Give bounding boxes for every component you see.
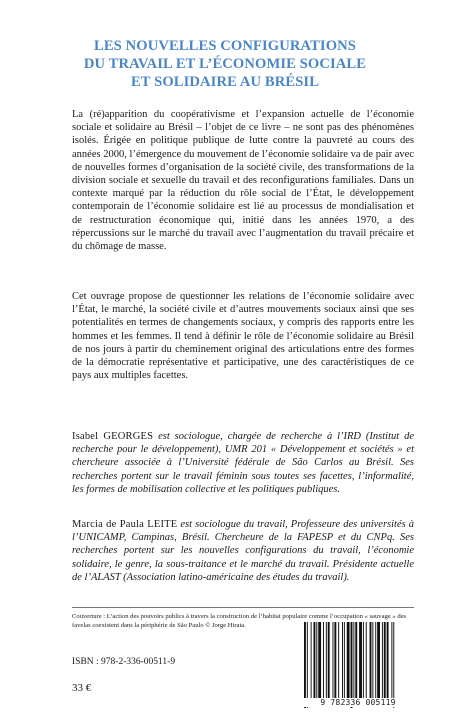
author-bio-text: est sociologue du travail, Professeure des universités à l’UNICAMP, Campinas, Brésil. Chercheure de la FAPESP et du CNPq. Ses recherches portent sur les nouvelles configurations du travail, l’économie solidaire, le genre, la sous-traitance et le marché du travail. Présidente actuelle de l’ALAST (Association latino-américaine des études du travail).	[72, 519, 414, 583]
summary-paragraph: Cet ouvrage propose de questionner les relations de l’économie solidaire avec l’État, le marché, la société civile et d’autres mouvements sociaux ainsi que ses potentialités en termes de changements sociaux, y compris des rapports entre les hommes et les femmes. Il tend à définir le rôle de l’économie solidaire au Brésil de nos jours à partir du cheminement original des articulations entre des formes de la démocratie représentative et participative, une des caractéristiques de ce pays aux multiples facettes.	[72, 291, 414, 382]
summary-paragraph: La (ré)apparition du coopérativisme et l’expansion actuelle de l’économie sociale et solidaire au Brésil – l’objet de ce livre – ne sont pas des phénomènes isolés. Érigée en politique publique de lutte contre la pauvreté au cours des années 2000, l’émergence du mouvement de l’économie solidaire va de pair avec de nouvelles formes d’organisation de la société civile, des transformations de la division sociale et sexuelle du travail et des reconfigurations familiales. Dans un contexte marqué par la réduction du rôle social de l’État, le développement contemporain de l’économie solidaire est lié au processus de mondialisation et de restructuration économique qui, initié dans les années 1970, a des répercussions sur le marché du travail avec l’augmentation du travail précaire et du chômage de masse.	[72, 109, 414, 253]
barcode-digits: 9 782336 005119	[300, 698, 416, 707]
author-name: Marcia de Paula LEITE	[72, 519, 178, 530]
author-name: Isabel GEORGES	[72, 431, 154, 442]
barcode-icon	[300, 622, 416, 710]
author-bio	[72, 430, 414, 496]
isbn: ISBN : 978-2-336-00511-9	[72, 657, 176, 667]
divider	[72, 607, 414, 608]
title-line: DU TRAVAIL ET L’ÉCONOMIE SOCIALE	[83, 56, 367, 72]
cover-credit: Couverture : L’action des pouvoirs publics à travers la construction de l’habitat populaire comme l’occupation « sauvage » des favelas coexistent dans la périphérie de São Paulo © Jorge Hirata.	[72, 613, 407, 629]
title-line: LES NOUVELLES CONFIGURATIONS	[93, 38, 357, 54]
book-title	[30, 37, 420, 91]
title-line: ET SOLIDAIRE AU BRÉSIL	[130, 74, 320, 90]
author-bio	[72, 518, 414, 584]
author-bio-text: est sociologue, chargée de recherche à l’IRD (Institut de recherche pour le développement), UMR 201 « Développement et sociétés » et chercheure associée à l’Université fédérale de São Carlos au Brésil. Ses recherches portent sur le travail féminin sous toutes ses facettes, l’informalité, les formes de mobilisation collective et les politiques publiques.	[72, 431, 414, 495]
price: 33 €	[72, 682, 92, 694]
